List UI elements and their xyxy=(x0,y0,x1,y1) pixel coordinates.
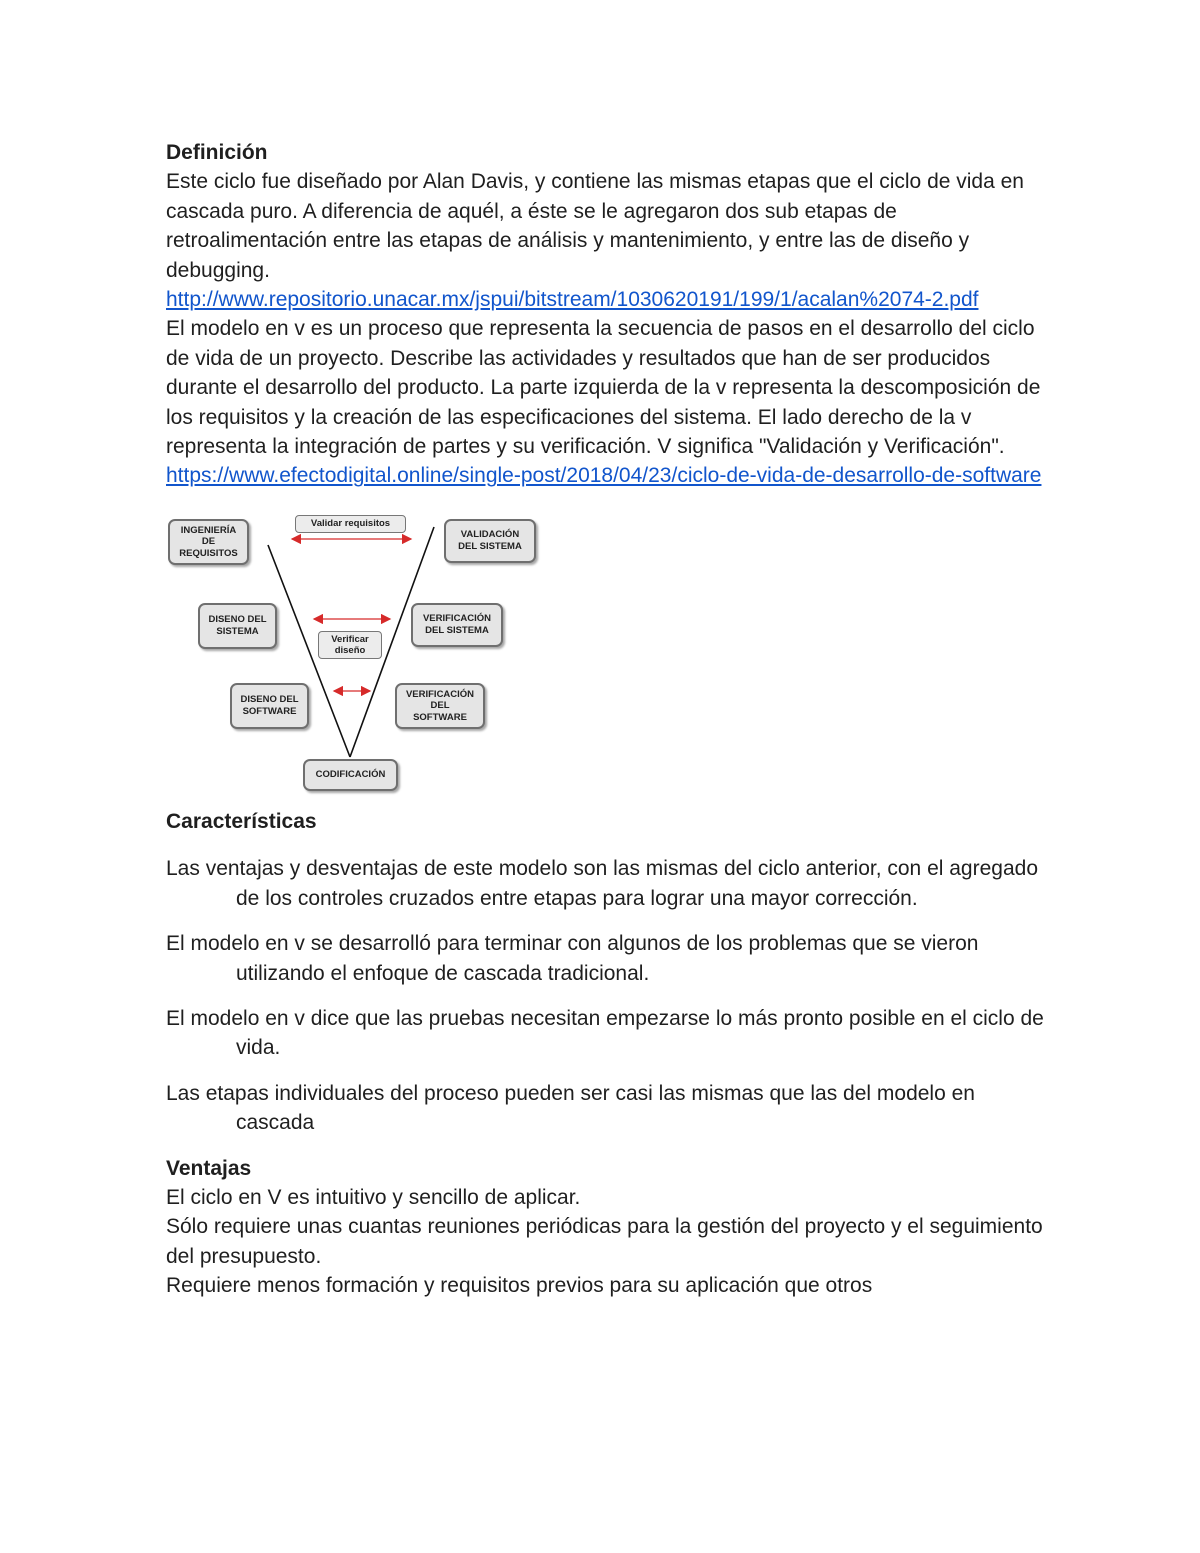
ventaja-item: El ciclo en V es intuitivo y sencillo de aplicar. xyxy=(166,1185,581,1209)
label-validar-requisitos: Validar requisitos xyxy=(295,515,406,533)
heading-caracteristicas: Características xyxy=(166,809,317,833)
document-page xyxy=(166,138,1046,1301)
box-verificacion-sistema: VERIFICACIÓN DEL SISTEMA xyxy=(411,603,503,647)
caracteristica-item: Las etapas individuales del proceso pueden ser casi las mismas que las del modelo en cascada xyxy=(166,1081,975,1135)
definicion-paragraph-1: Este ciclo fue diseñado por Alan Davis, y contiene las mismas etapas que el ciclo de vida en cascada puro. A diferencia de aquél, a éste se le agregaron dos sub etapas de retroalimentación entre las etapas de análisis y mantenimiento, y entre las de diseño y debugging. xyxy=(166,170,1024,282)
caracteristica-item: El modelo en v dice que las pruebas necesitan empezarse lo más pronto posible en el ciclo de vida. xyxy=(166,1006,1044,1060)
label-verificar-diseno: Verificar diseño xyxy=(318,631,382,659)
box-validacion-sistema: VALIDACIÓN DEL SISTEMA xyxy=(444,519,536,563)
box-diseno-software: DISENO DEL SOFTWARE xyxy=(230,683,309,729)
caracteristica-item: Las ventajas y desventajas de este modelo son las mismas del ciclo anterior, con el agregado de los controles cruzados entre etapas para lograr una mayor corrección. xyxy=(166,857,1038,910)
box-ingenieria-requisitos: INGENIERÍA DE REQUISITOS xyxy=(168,519,249,565)
heading-definicion: Definición xyxy=(166,141,268,164)
reference-link-1[interactable]: http://www.repositorio.unacar.mx/jspui/bitstream/1030620191/199/1/acalan%2074-2.pdf xyxy=(166,288,979,312)
box-verificacion-software: VERIFICACIÓN DEL SOFTWARE xyxy=(395,683,485,729)
caracteristica-item: El modelo en v se desarrolló para terminar con algunos de los problemas que se vieron utilizando el enfoque de cascada tradicional. xyxy=(166,932,979,985)
box-diseno-sistema: DISENO DEL SISTEMA xyxy=(198,603,277,649)
ventaja-item: Sólo requiere unas cuantas reuniones periódicas para la gestión del proyecto y el seguimiento del presupuesto. xyxy=(166,1215,1043,1268)
ventaja-item: Requiere menos formación y requisitos previos para su aplicación que otros xyxy=(166,1274,873,1298)
heading-ventajas: Ventajas xyxy=(166,1156,252,1180)
reference-link-2[interactable]: https://www.efectodigital.online/single-post/2018/04/23/ciclo-de-vida-de-desarrollo-de-software xyxy=(166,464,1042,488)
definicion-paragraph-2: El modelo en v es un proceso que representa la secuencia de pasos en el desarrollo del ciclo de vida de un proyecto. Describe las actividades y resultados que han de ser producidos durante el desarrollo del producto. La parte izquierda de la v representa la descomposición de los requisitos y la creación de las especificaciones del sistema. El lado derecho de la v representa la integración de partes y su verificación. V significa "Validación y Verificación". xyxy=(166,317,1041,459)
v-model-diagram xyxy=(166,507,546,797)
box-codificacion: CODIFICACIÓN xyxy=(303,759,398,791)
